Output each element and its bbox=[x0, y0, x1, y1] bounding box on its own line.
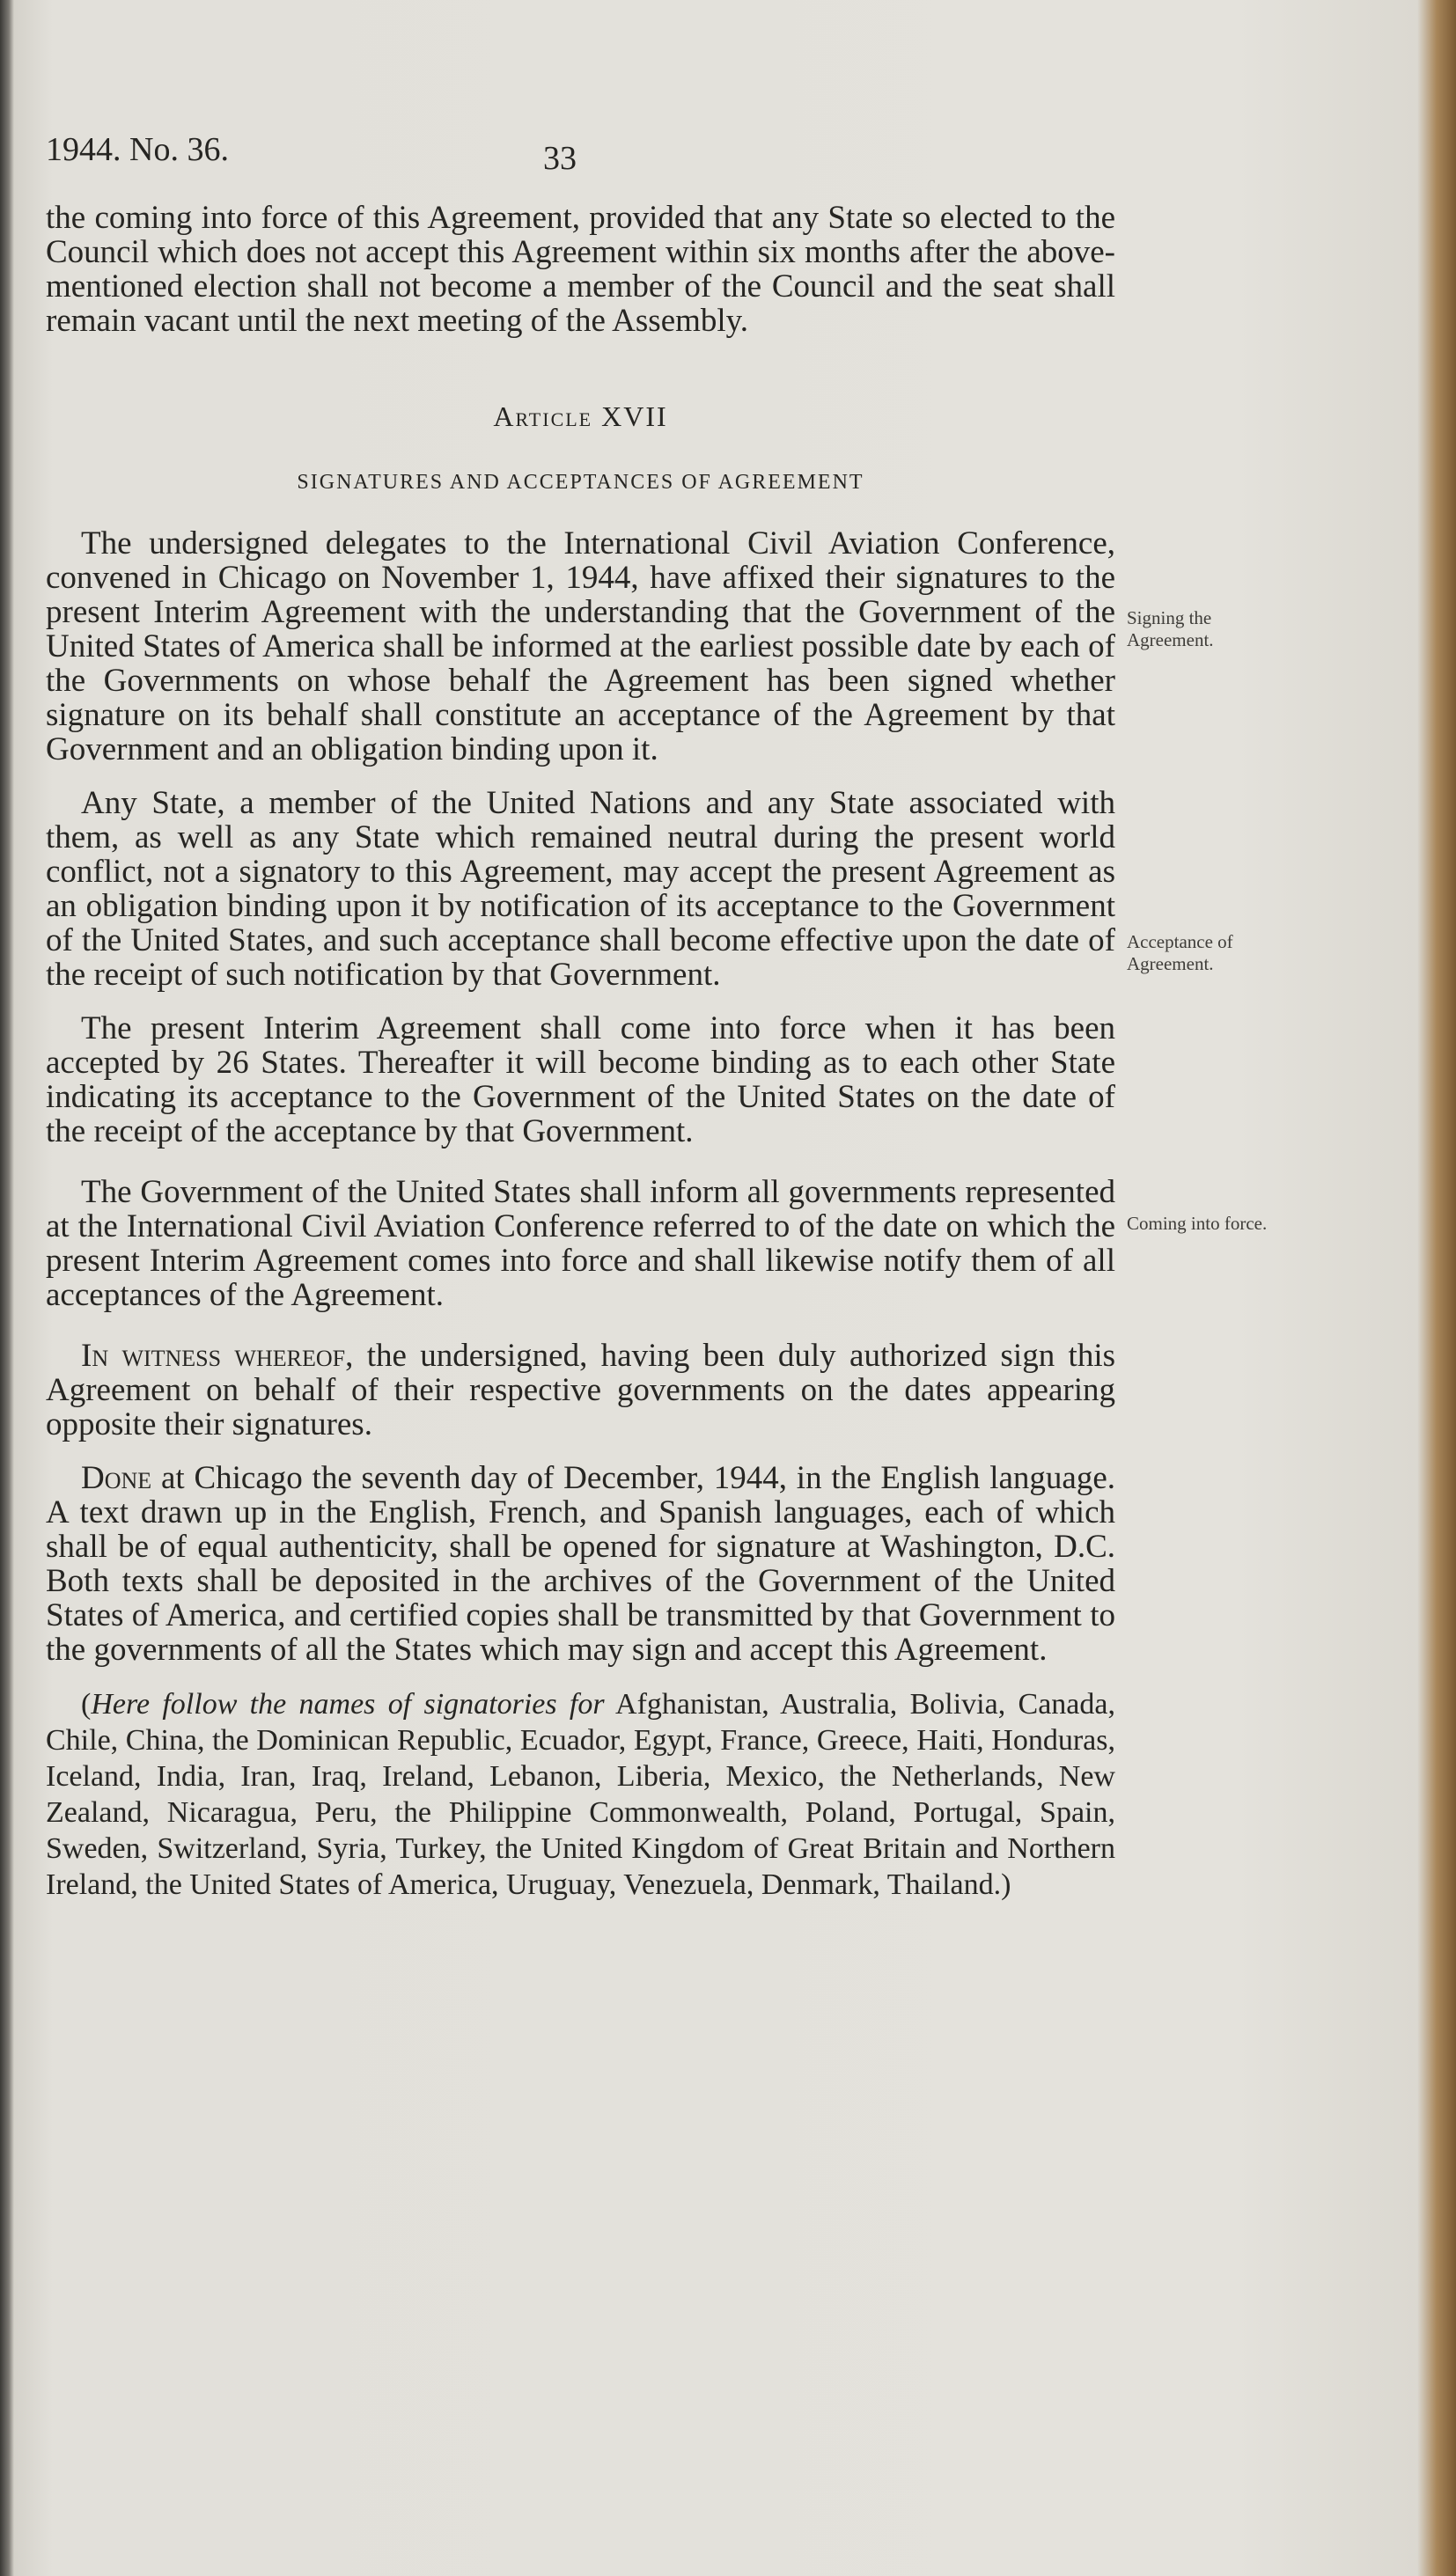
page-header bbox=[46, 130, 1111, 183]
paragraph-witness bbox=[46, 1339, 1115, 1442]
margin-note-coming-into-force: Coming into force. bbox=[1127, 1213, 1268, 1234]
signatories-list: Afghanistan, Australia, Bolivia, Canada, Chile, China, the Dominican Republic, Ecuador, Egypt, France, Greece, Haiti, Honduras, Iceland, India, Iran, Iraq, Ireland, Lebanon, Liberia, Mexico, the Netherlands, New Zealand, Nicaragua, Peru, the Philippine Commonwealth, Poland, Portugal, Spain, Sweden, Switzerland, Syria, Turkey, the United Kingdom of Great Britain and Northern Ireland, the United States of America, Uruguay, Venezuela, Denmark, Thailand.) bbox=[46, 1688, 1115, 1901]
paragraph-acceptance: Any State, a member of the United Nations and any State associated with them, as well as any State which remained neutral during the present world conflict, not a signatory to this Agreement, may accept the present Agreement as an obligation binding upon it by notification of its acceptance to the Government of the United States, and such acceptance shall become effective upon the date of the receipt of such notification by that Government. bbox=[46, 785, 1115, 993]
paragraph-inform: The Government of the United States shall inform all governments represented at the International Civil Aviation Conference referred to of the date on which the present Interim Agreement comes into force and shall likewise notify them of all acceptances of the Agreement. bbox=[46, 1174, 1115, 1313]
book-spine-shadow bbox=[0, 0, 14, 2576]
continuation-paragraph: the coming into force of this Agreement, provided that any State so elected to the Council which does not accept this Agreement within six months after the above-mentioned election shall not become a member of the Council and the seat shall remain vacant until the next meeting of the Assembly. bbox=[46, 200, 1115, 339]
article-title: SIGNATURES AND ACCEPTANCES OF AGREEMENT bbox=[297, 471, 864, 494]
signatories-lead: Here follow the names of signatories for bbox=[91, 1688, 605, 1721]
paragraph-done bbox=[46, 1461, 1115, 1667]
paragraph-signing: The undersigned delegates to the International Civil Aviation Conference, convened in Chicago on November 1, 1944, have affixed their signatures to the present Interim Agreement with the understanding that the Government of the United States of America shall be informed at the earliest possible date by each of the Governments on whose behalf the Agreement has been signed whether signature on its behalf shall constitute an acceptance of the Agreement by that Government and an obligation binding upon it. bbox=[46, 525, 1115, 767]
witness-lead: In witness whereof bbox=[81, 1338, 346, 1374]
witness-text: , the undersigned, having been duly authorized sign this Agreement on behalf of their respective governments on the dates appearing opposite their signatures. bbox=[46, 1338, 1115, 1442]
page-number: 33 bbox=[543, 140, 577, 177]
paragraph-signatories bbox=[46, 1686, 1115, 1903]
signatories-open-paren: ( bbox=[81, 1688, 92, 1721]
done-text: at Chicago the seventh day of December, 1944, in the English language. A text drawn up in the English, French, and Spanish languages, each of which shall be of equal authenticity, shall be opened for signature at Washington, D.C. Both texts shall be deposited in the archives of the Government of the United States of America, and certified copies shall be transmitted by that Government to the governments of all the States which may sign and accept this Agreement. bbox=[46, 1460, 1115, 1668]
done-lead: Done bbox=[81, 1460, 152, 1496]
paragraph-coming-into-force: The present Interim Agreement shall come into force when it has been accepted by 26 States. Thereafter it will become binding as to each other State indicating its acceptance to the Government of the United States on the date of the receipt of the acceptance by that Government. bbox=[46, 1010, 1115, 1149]
margin-note-acceptance: Acceptance of Agreement. bbox=[1127, 931, 1233, 974]
margin-note-signing: Signing the Agreement. bbox=[1127, 607, 1214, 650]
article-heading: Article XVII bbox=[493, 400, 668, 432]
header-year-number: 1944. No. 36. bbox=[46, 131, 229, 168]
page-edge-shadow bbox=[1417, 0, 1456, 2576]
document-body bbox=[46, 201, 1115, 1922]
